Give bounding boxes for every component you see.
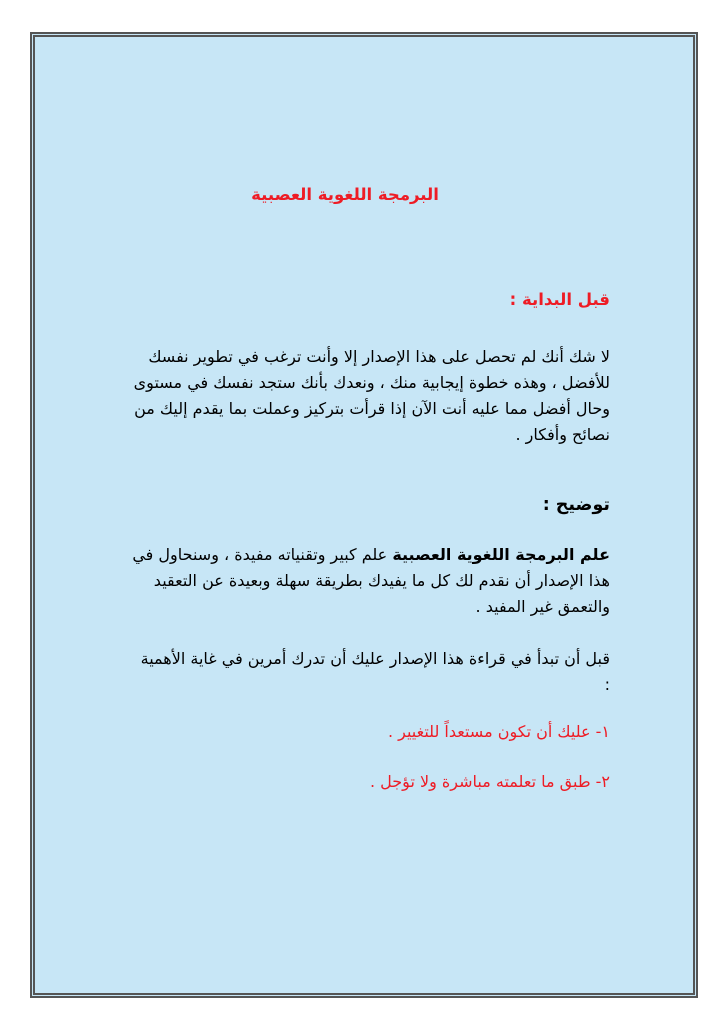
before-reading-paragraph: قبل أن تبدأ في قراءة هذا الإصدار عليك أن تدرك أمرين في غاية الأهمية : bbox=[140, 649, 610, 694]
clarification-paragraph-rest: علم كبير وتقنياته مفيدة ، وسنحاول في هذا الإصدار أن نقدم لك كل ما يفيدك بطريقة سهلة وبعيدة عن التعقيد والتعمق غير المفيد . bbox=[132, 545, 610, 616]
list-item-be-ready: ١- عليك أن تكون مستعداً للتغيير . bbox=[387, 722, 610, 741]
document-title: البرمجة اللغوية العصبية bbox=[251, 185, 439, 204]
page-frame bbox=[30, 32, 698, 998]
clarification-paragraph bbox=[110, 542, 610, 620]
section-heading-clarification: توضيح : bbox=[542, 495, 610, 515]
intro-paragraph: لا شك أنك لم تحصل على هذا الإصدار إلا وأنت ترغب في تطوير نفسك للأفضل ، وهذه خطوة إيجابية منك ، ونعدك بأنك ستجد نفسك في مستوى وحال أفضل مما عليه أنت الآن إذا قرأت بتركيز وعملت بما يقدم إليك من نصائح وأفكار . bbox=[133, 347, 610, 444]
nlp-term: علم البرمجة اللغوية العصبية bbox=[392, 545, 610, 564]
list-item-apply-directly: ٢- طبق ما تعلمته مباشرة ولا تؤجل . bbox=[370, 772, 610, 791]
section-heading-before-start: قبل البداية : bbox=[509, 290, 610, 309]
